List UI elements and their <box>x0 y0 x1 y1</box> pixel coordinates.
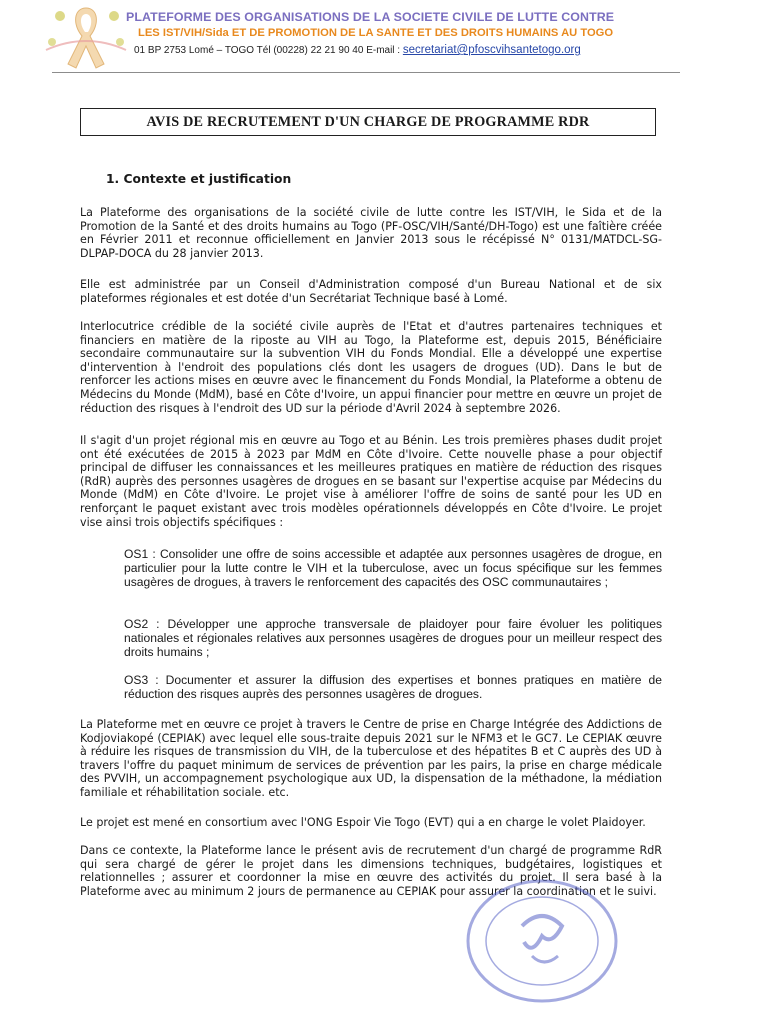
organisation-title: PLATEFORME DES ORGANISATIONS DE LA SOCIETE CIVILE DE LUTTE CONTRE <box>126 10 615 24</box>
header-divider <box>52 72 680 73</box>
official-stamp <box>462 876 622 1006</box>
organisation-subtitle: LES IST/VIH/Sida ET DE PROMOTION DE LA SANTE ET DES DROITS HUMAINS AU TOGO <box>138 27 614 39</box>
paragraph-project: Il s'agit d'un projet régional mis en œuvre au Togo et au Bénin. Les trois premières phases dudit projet ont été exécutées de 2015 à 2023 par MdM en Côte d'Ivoire. Cette nouvelle phase a pour objectif principal de diffuser les connaissances et les meilleures pratiques en matière de réduction des risques (RdR) auprès des personnes usagères de drogues en se basant sur l'expertise acquise par Médecins du Monde (MdM) en Côte d'Ivoire. Le projet vise à améliorer l'offre de soins de santé pour les UD en renforçant le paquet existant avec trois modèles opérationnels développés en Côte d'Ivoire. Le projet vise ainsi trois objectifs spécifiques : <box>80 434 662 529</box>
paragraph-recruitment: Dans ce contexte, la Plateforme lance le présent avis de recrutement d'un chargé de programme RdR qui sera chargé de gérer le projet dans les dimensions techniques, budgétaires, logistiques et relationnelles ; assurer et coordonner la mise en œuvre des activités du projet. Il sera basé à la Plateforme avec au minimum 2 jours de permanence au CEPIAK pour assurer la coordination et le suivi. <box>80 844 662 898</box>
objective-os2: OS2 : Développer une approche transversale de plaidoyer pour faire évoluer les politiques nationales et régionales relatives aux personnes usagères de drogues pour un meilleur respect des droits humains ; <box>124 617 662 659</box>
document-title: AVIS DE RECRUTEMENT D'UN CHARGE DE PROGRAMME RDR <box>80 108 656 136</box>
objective-os1: OS1 : Consolider une offre de soins accessible et adaptée aux personnes usagères de drogue, en particulier pour la lutte contre le VIH et la tuberculose, avec un focus spécifique sur les femmes usagères de drogues, à travers le renforcement des capacités des OSC communautaires ; <box>124 547 662 589</box>
organisation-contact <box>134 44 754 56</box>
objective-os3: OS3 : Documenter et assurer la diffusion des expertises et bonnes pratiques en matière de réduction des risques auprès des personnes usagères de drogues. <box>124 673 662 701</box>
paragraph-context: La Plateforme des organisations de la société civile de lutte contre les IST/VIH, le Sida et de la Promotion de la Santé et des droits humains au Togo (PF-OSC/VIH/Santé/DH-Togo) est une faîtière créée en Février 2011 et reconnue officiellement en Janvier 2013 sous le récépissé N° 0131/MATDCL-SG-DLPAP-DOCA du 28 janvier 2013. <box>80 206 662 260</box>
section-heading: 1. Contexte et justification <box>106 172 292 186</box>
contact-address: 01 BP 2753 Lomé – TOGO Tél (00228) 22 21 90 40 E-mail : <box>134 45 401 56</box>
paragraph-cepiak: La Plateforme met en œuvre ce projet à travers le Centre de prise en Charge Intégrée des Addictions de Kodjoviakopé (CEPIAK) avec lequel elle sous-traite depuis 2021 sur le NFM3 et le GC7. Le CEPIAK œuvre à réduire les risques de transmission du VIH, de la tuberculose et des hépatites B et C auprès des UD à travers l'offre du paquet minimum de services de prévention par les pairs, la prise en charge médicale des PVVIH, un accompagnement psychologique aux UD, la dispensation de la méthadone, la médiation familiale et réhabilitation sociale. etc. <box>80 718 662 799</box>
paragraph-partnership: Interlocutrice crédible de la société civile auprès de l'Etat et d'autres partenaires techniques et financiers en matière de la riposte au VIH au Togo, la Plateforme est, depuis 2015, Bénéficiaire secondaire communautaire sur la subvention VIH du Fonds Mondial. Elle a développé une expertise d'intervention à l'endroit des populations clés dont les usagers de drogues (UD). Dans le but de renforcer les actions mises en œuvre avec le financement du Fonds Mondial, la Plateforme a obtenu de Médecins du Monde (MdM), basé en Côte d'Ivoire, un appui financier pour mettre en œuvre un projet de réduction des risques à l'endroit des UD sur la période d'Avril 2024 à septembre 2026. <box>80 320 662 415</box>
contact-email-link[interactable]: secretariat@pfoscvihsantetogo.org <box>402 44 581 56</box>
organisation-logo <box>38 2 134 82</box>
paragraph-administration: Elle est administrée par un Conseil d'Administration composé d'un Bureau National et de six plateformes régionales et est dotée d'un Secrétariat Technique basé à Lomé. <box>80 278 662 305</box>
paragraph-consortium: Le projet est mené en consortium avec l'ONG Espoir Vie Togo (EVT) qui a en charge le volet Plaidoyer. <box>80 816 646 829</box>
